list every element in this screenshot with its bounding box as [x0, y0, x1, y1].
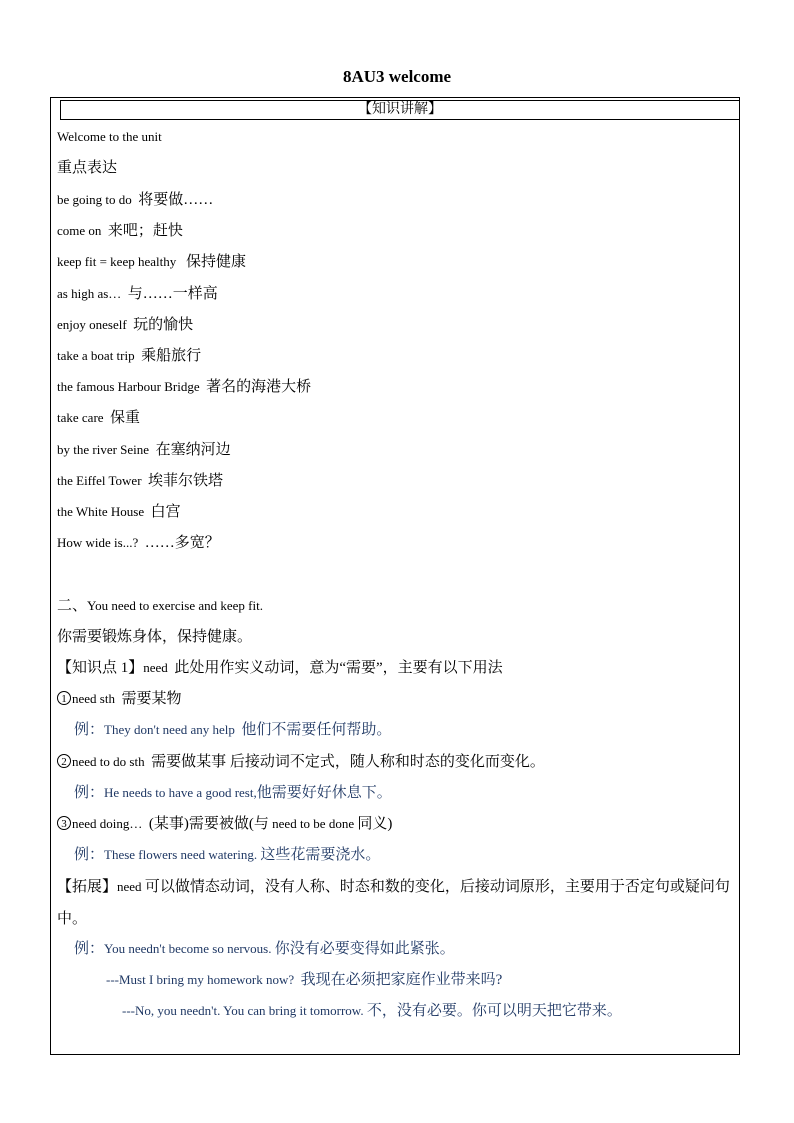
example-label: 例：	[74, 847, 105, 863]
usage-zh: 需要做某事 后接动词不定式，随人称和时态的变化而变化。	[151, 754, 545, 770]
point-label: 【知识点 1】	[57, 660, 144, 676]
expression-en: as high as…	[57, 286, 122, 301]
expression-en: take a boat trip	[57, 348, 135, 363]
expression-item	[57, 471, 223, 491]
expression-item	[57, 533, 220, 553]
expression-en: take care	[57, 410, 104, 425]
intro-line: Welcome to the unit	[57, 129, 162, 144]
example-zh: 他需要好好休息下。	[256, 785, 392, 801]
expression-zh: 保重	[110, 410, 141, 426]
expression-item	[57, 315, 193, 335]
example-label: 例：	[74, 941, 105, 957]
expression-zh: 来吧；赶快	[107, 223, 183, 239]
expression-en: enjoy oneself	[57, 317, 127, 332]
expression-item	[57, 502, 181, 522]
usage-item	[57, 814, 392, 834]
usage-en-2: need to be done	[272, 816, 355, 831]
expression-en: keep fit = keep healthy	[57, 254, 177, 269]
circled-number: 1	[57, 691, 71, 705]
expression-zh: 埃菲尔铁塔	[148, 473, 224, 489]
expression-zh: 保持健康	[185, 254, 246, 270]
example-en: You needn't become so nervous.	[104, 941, 272, 956]
part2-heading-translation: 你需要锻炼身体，保持健康。	[57, 629, 253, 645]
expression-zh: 著名的海港大桥	[206, 379, 312, 395]
expression-zh: 乘船旅行	[141, 348, 202, 364]
dialog-question-zh: 我现在必须把家庭作业带来吗?	[300, 972, 503, 988]
expression-en: come on	[57, 223, 102, 238]
circled-number: 3	[57, 816, 71, 830]
key-expressions-heading: 重点表达	[57, 160, 118, 176]
part2-heading	[57, 596, 263, 616]
point-description: 此处用作实义动词，意为“需要”，主要有以下用法	[174, 660, 503, 676]
usage-item	[57, 752, 545, 772]
expression-zh: 将要做……	[138, 192, 214, 208]
dialog-question-en: ---Must I bring my homework now?	[106, 972, 295, 987]
example-label: 例：	[74, 722, 105, 738]
usage-zh-2: 同义)	[357, 816, 393, 832]
expression-item	[57, 252, 246, 272]
expression-zh: 白宫	[150, 504, 181, 520]
usage-example	[74, 845, 380, 865]
page-title: 8AU3 welcome	[342, 67, 452, 86]
expression-zh: 玩的愉快	[133, 317, 194, 333]
expression-item	[57, 221, 183, 241]
expression-zh: 与……一样高	[127, 286, 218, 302]
expression-en: the famous Harbour Bridge	[57, 379, 200, 394]
knowledge-point-1	[57, 658, 503, 678]
expression-item	[57, 190, 213, 210]
extension-keyword: need	[117, 879, 142, 894]
usage-en: need sth	[72, 691, 115, 706]
circled-number: 2	[57, 754, 71, 768]
usage-example	[74, 720, 391, 740]
expression-en: by the river Seine	[57, 442, 150, 457]
section-header: 【知识讲解】	[60, 100, 740, 120]
expression-item	[57, 408, 140, 428]
expression-item	[57, 346, 201, 366]
example-zh: 他们不需要任何帮助。	[241, 722, 392, 738]
usage-example	[74, 783, 392, 803]
example-en: They don't need any help	[104, 722, 235, 737]
extension-example	[74, 939, 455, 959]
usage-item	[57, 689, 181, 709]
extension-label: 【拓展】	[57, 879, 118, 895]
extension-text: 可以做情态动词，没有人称、时态和数的变化，后接动词原形，主要用于否定句或疑问句中。	[57, 879, 730, 927]
example-en: He needs to have a good rest,	[104, 785, 257, 800]
usage-zh: (某事)需要被做(与	[148, 816, 269, 832]
point-keyword: need	[143, 660, 168, 675]
expression-item	[57, 284, 218, 304]
usage-en: need doing…	[72, 816, 143, 831]
example-label: 例：	[74, 785, 105, 801]
usage-en: need to do sth	[72, 754, 145, 769]
expression-zh: 在塞纳河边	[155, 442, 231, 458]
example-en: These flowers need watering.	[104, 847, 258, 862]
expression-item	[57, 377, 311, 397]
expression-zh: ……多宽？	[144, 535, 220, 551]
expression-en: the White House	[57, 504, 145, 519]
example-zh: 这些花需要浇水。	[260, 847, 381, 863]
part2-heading-prefix: 二、	[57, 598, 88, 614]
usage-zh: 需要某物	[121, 691, 182, 707]
expression-item	[57, 440, 231, 460]
dialog-answer	[122, 1001, 622, 1021]
expression-en: the Eiffel Tower	[57, 473, 142, 488]
example-zh: 你没有必要变得如此紧张。	[274, 941, 455, 957]
expression-en: How wide is...?	[57, 535, 139, 550]
dialog-answer-zh: 不，没有必要。你可以明天把它带来。	[366, 1003, 622, 1019]
dialog-answer-en: ---No, you needn't. You can bring it tomorrow.	[122, 1003, 364, 1018]
dialog-question	[106, 970, 502, 990]
extension-paragraph	[57, 871, 737, 935]
part2-heading-en: You need to exercise and keep fit.	[87, 598, 263, 613]
expression-en: be going to do	[57, 192, 132, 207]
